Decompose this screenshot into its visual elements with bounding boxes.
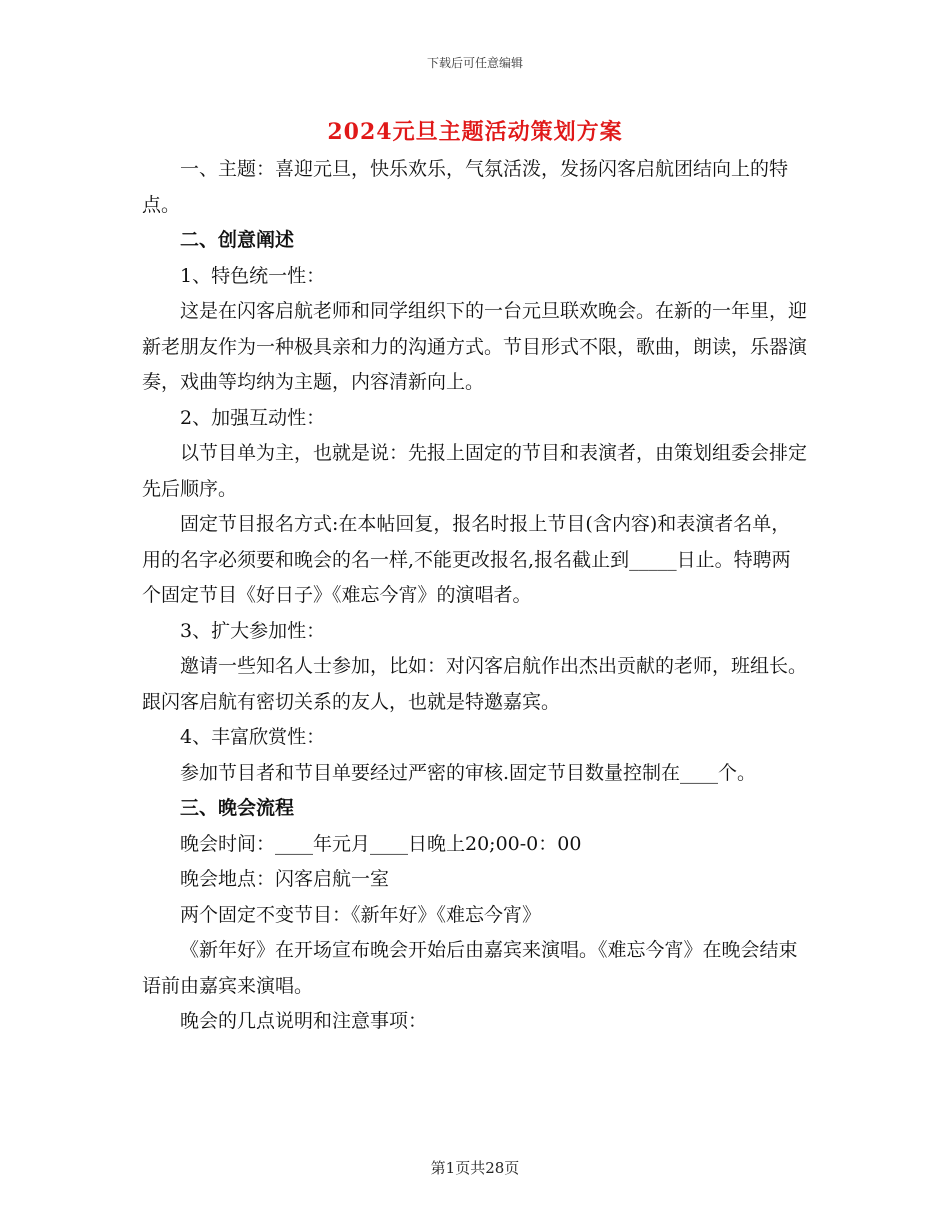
document-body: [142, 152, 808, 1040]
subheading-appreciation: 4、丰富欣赏性：: [180, 726, 326, 748]
fixed-programs: 两个固定不变节目：《新年好》《难忘今宵》: [180, 903, 542, 926]
subheading-uniqueness: 1、特色统一性：: [180, 264, 326, 287]
subheading-participation: 3、扩大参加性：: [180, 619, 326, 642]
page-header: 下载后可任意编辑: [426, 56, 523, 70]
notes-heading: 晚会的几点说明和注意事项：: [180, 1010, 428, 1032]
theme-paragraph: 一、主题：喜迎元旦，快乐欢乐，气氛活泼，发扬闪客启航团结向上的特点。: [142, 158, 789, 216]
page-footer: 第1页共28页: [430, 1159, 520, 1177]
section-heading-creative: 二、创意阐述: [180, 229, 295, 251]
participation-paragraph: 邀请一些知名人士参加，比如：对闪客启航作出杰出贡献的老师，班组长。跟闪客启航有密切关系的友人，也就是特邀嘉宾。: [142, 655, 808, 713]
registration-paragraph: 固定节目报名方式:在本帖回复，报名时报上节目(含内容)和表演者名单，用的名字必须要和晚会的名一样,不能更改报名,报名截止到_____日止。特聘两个固定节目《好日子》《难忘今宵》的演唱者。: [142, 513, 791, 606]
interaction-paragraph: 以节目单为主，也就是说：先报上固定的节目和表演者，由策划组委会排定先后顺序。: [142, 442, 808, 500]
party-time: 晚会时间：____年元月____日晚上20;00-0：00: [180, 832, 582, 855]
party-location: 晚会地点：闪客启航一室: [180, 868, 390, 890]
appreciation-paragraph: 参加节目者和节目单要经过严密的审核.固定节目数量控制在____个。: [180, 761, 757, 784]
document-title: 2024元旦主题活动策划方案: [327, 119, 623, 145]
uniqueness-paragraph: 这是在闪客启航老师和同学组织下的一台元旦联欢晚会。在新的一年里，迎新老朋友作为一种极具亲和力的沟通方式。节目形式不限，歌曲，朗读，乐器演奏，戏曲等均纳为主题，内容清新向上。: [142, 300, 808, 393]
fixed-programs-detail: 《新年好》在开场宣布晚会开始后由嘉宾来演唱。《难忘今宵》在晚会结束语前由嘉宾来演唱。: [142, 939, 798, 997]
subheading-interaction: 2、加强互动性：: [180, 406, 326, 429]
section-heading-process: 三、晚会流程: [180, 797, 295, 819]
